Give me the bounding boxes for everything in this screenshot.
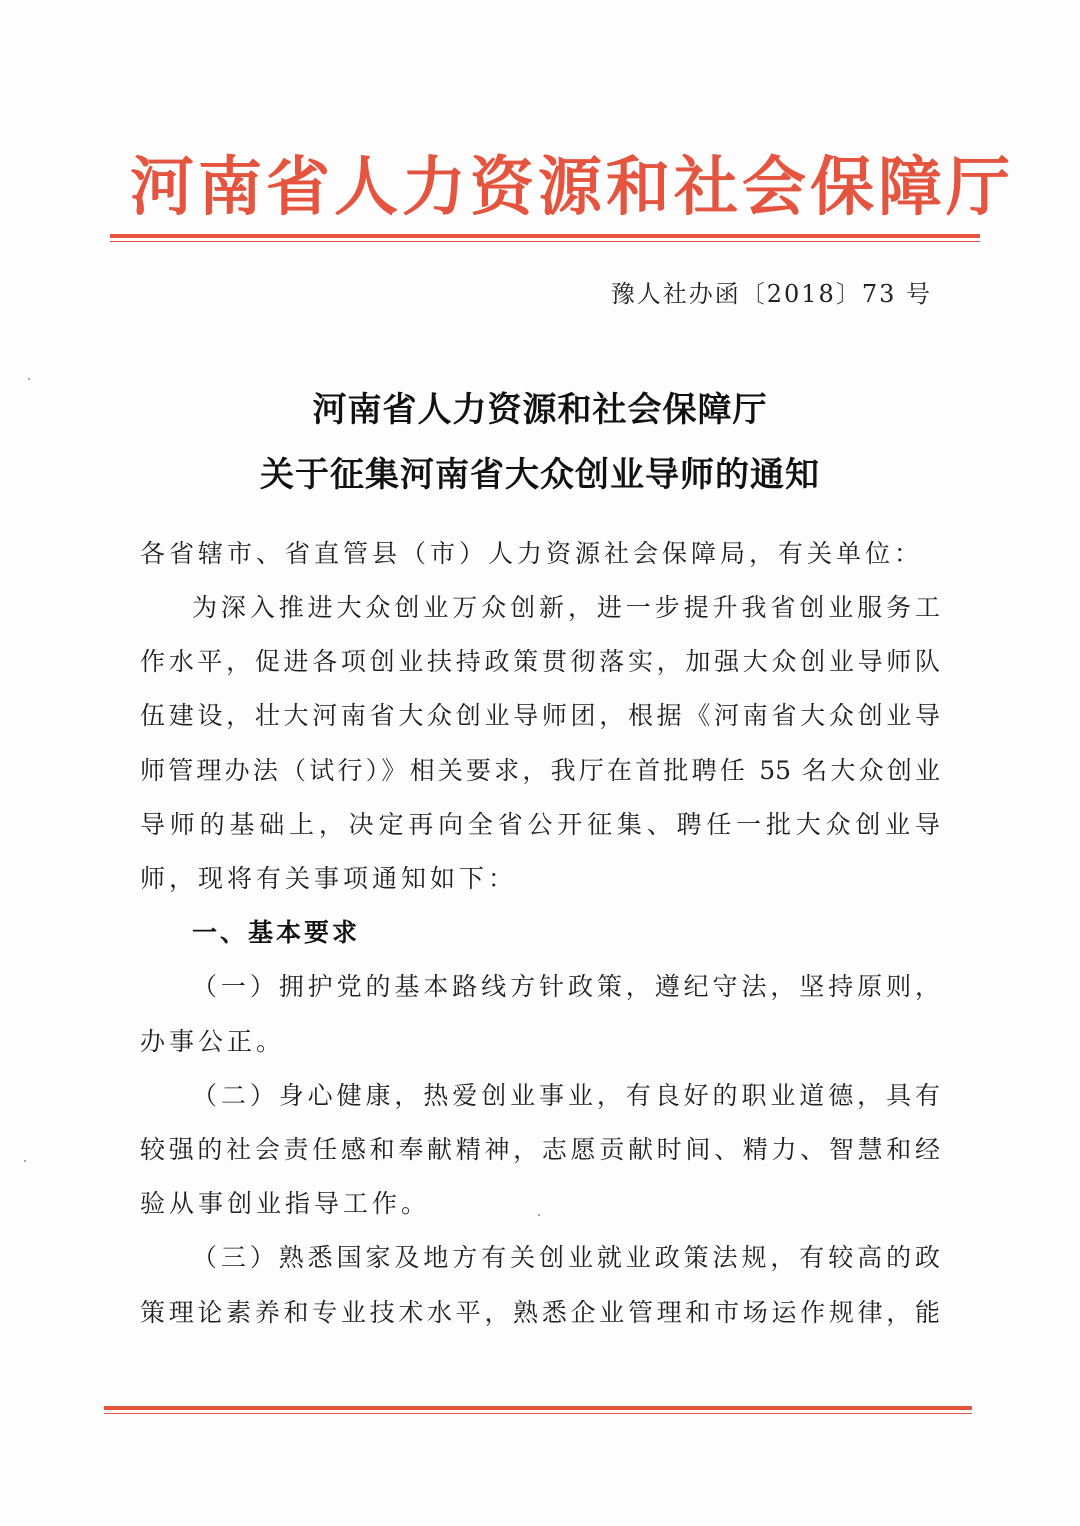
letterhead-issuer: 河南省人力资源和社会保障厅 bbox=[130, 150, 1014, 225]
document-title-line-2: 关于征集河南省大众创业导师的通知 bbox=[260, 455, 820, 495]
requirement-line: 策理论素养和专业技术水平，熟悉企业管理和市场运作规律，能 bbox=[140, 1298, 940, 1327]
footer-rule-thin bbox=[104, 1413, 972, 1414]
section-heading: 一、基本要求 bbox=[192, 918, 361, 947]
requirement-line: （一）拥护党的基本路线方针政策，遵纪守法，坚持原则， bbox=[192, 972, 940, 1001]
requirement-line: 办事公正。 bbox=[140, 1027, 286, 1056]
requirement-line: （二）身心健康，热爱创业事业，有良好的职业道德，具有 bbox=[192, 1081, 940, 1110]
intro-line: 师管理办法（试行）》相关要求，我厅在首批聘任 55 名大众创业 bbox=[140, 756, 940, 785]
intro-line: 师，现将有关事项通知如下： bbox=[140, 864, 518, 893]
intro-line: 为深入推进大众创业万众创新，进一步提升我省创业服务工 bbox=[192, 593, 940, 622]
requirement-line: 验从事创业指导工作。 bbox=[140, 1189, 431, 1218]
intro-line: 导师的基础上，决定再向全省公开征集、聘任一批大众创业导 bbox=[140, 810, 940, 839]
requirement-line: 较强的社会责任感和奉献精神，志愿贡献时间、精力、智慧和经 bbox=[140, 1135, 940, 1164]
document-title-line-1: 河南省人力资源和社会保障厅 bbox=[312, 390, 768, 430]
scan-speck bbox=[538, 1214, 540, 1216]
intro-line: 作水平，促进各项创业扶持政策贯彻落实，加强大众创业导师队 bbox=[140, 647, 940, 676]
requirement-line: （三）熟悉国家及地方有关创业就业政策法规，有较高的政 bbox=[192, 1243, 940, 1272]
scan-speck bbox=[24, 1160, 26, 1162]
letterhead-rule-thin bbox=[110, 241, 980, 242]
footer-rule-thick bbox=[104, 1406, 972, 1410]
intro-line: 伍建设，壮大河南省大众创业导师团，根据《河南省大众创业导 bbox=[140, 701, 940, 730]
letterhead-rule-thick bbox=[110, 234, 980, 238]
addressee: 各省辖市、省直管县（市）人力资源社会保障局，有关单位： bbox=[140, 539, 924, 568]
scan-speck bbox=[28, 378, 30, 380]
document-number: 豫人社办函〔2018〕73 号 bbox=[610, 280, 932, 308]
